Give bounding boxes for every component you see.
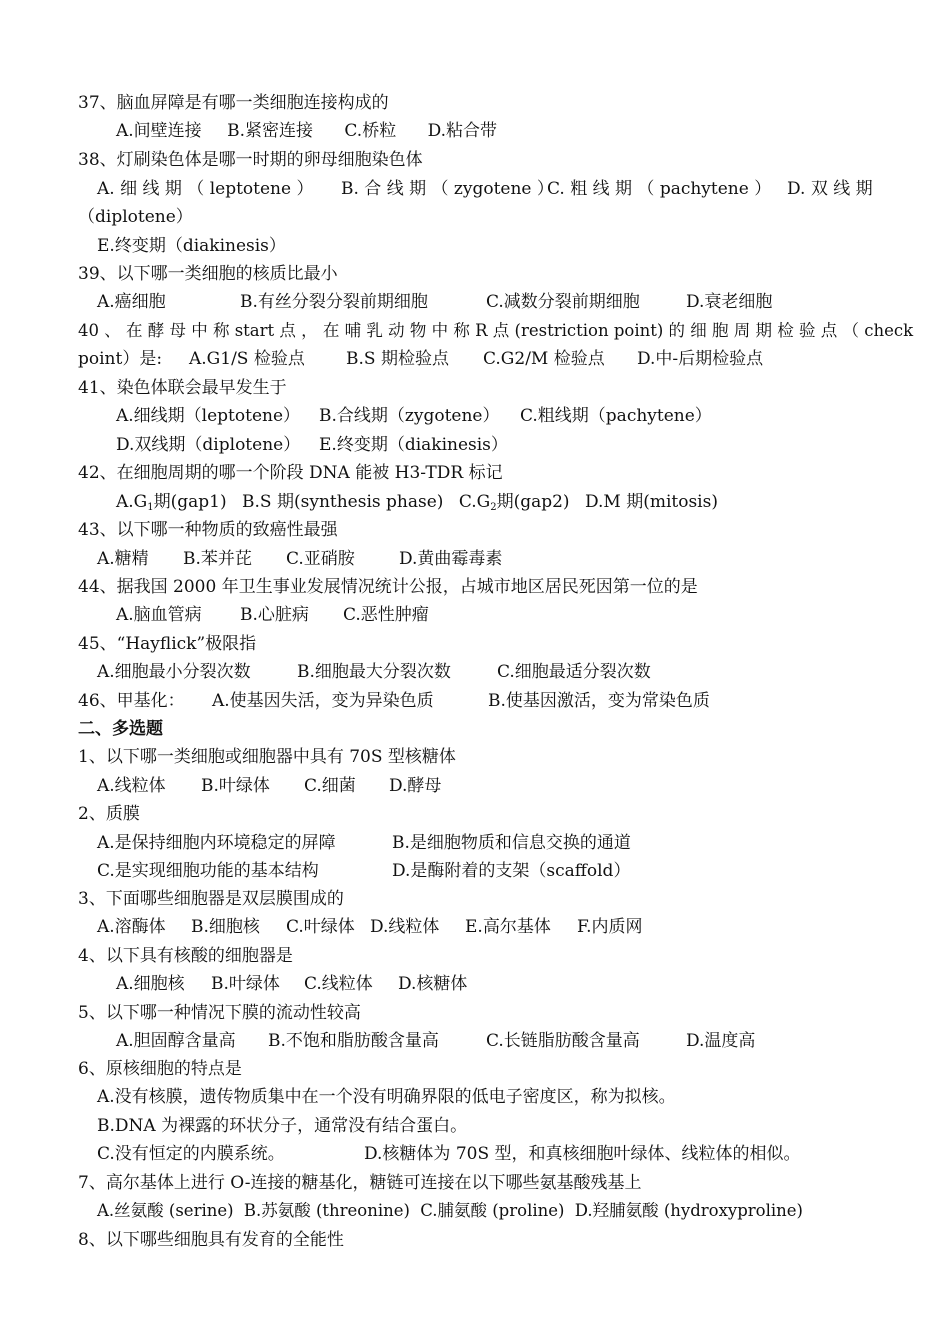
question-40-stem-line2 — [78, 347, 858, 371]
question-46 — [78, 689, 758, 713]
question-38-options-line1 — [97, 177, 873, 201]
option-e: E.高尔基体 — [465, 917, 551, 937]
option-b: B.细胞最大分裂次数 — [297, 662, 451, 682]
option-f: F.内质网 — [577, 917, 643, 937]
option-b: B.叶绿体 — [211, 974, 280, 994]
option-c: C.长链脂肪酸含量高 — [486, 1031, 640, 1051]
question-41-options-line2 — [116, 433, 536, 457]
option-c: C.桥粒 — [344, 121, 397, 141]
multi-question-7-stem: 7、高尔基体上进行 O-连接的糖基化，糖链可连接在以下哪些氨基酸残基上 — [78, 1173, 642, 1193]
option-b: B.苯并芘 — [183, 549, 252, 569]
question-41-stem: 41、染色体联会最早发生于 — [78, 378, 287, 398]
option-d: D.羟脯氨酸 (hydroxyproline) — [574, 1201, 803, 1220]
multi-question-4-stem: 4、以下具有核酸的细胞器是 — [78, 946, 293, 966]
option-a: A.细线期（leptotene） — [116, 406, 301, 426]
option-b: B.合线期（zygotene） — [319, 406, 500, 426]
multi-question-4-options — [116, 972, 496, 996]
multi-question-3-stem: 3、下面哪些细胞器是双层膜围成的 — [78, 889, 344, 909]
option-d: D.双线期（diplotene） — [116, 435, 301, 455]
option-d: D.线粒体 — [370, 917, 440, 937]
multi-question-2-options-line1 — [97, 831, 677, 855]
option-c: C. 粗 线 期 （ pachytene ） — [547, 179, 772, 199]
option-b: B.S 期检验点 — [346, 349, 449, 369]
option-d: D.酵母 — [389, 776, 442, 796]
multi-question-6-option-a: A.没有核膜，遗传物质集中在一个没有明确界限的低电子密度区，称为拟核。 — [97, 1087, 676, 1107]
question-37-options — [116, 119, 497, 143]
option-d: D.核糖体为 70S 型，和真核细胞叶绿体、线粒体的相似。 — [364, 1144, 801, 1164]
option-a: A.癌细胞 — [97, 292, 166, 312]
option-b: B.有丝分裂分裂前期细胞 — [240, 292, 428, 312]
question-46-stem: 46、甲基化： — [78, 691, 185, 711]
option-b: B.心脏病 — [240, 605, 309, 625]
section-heading-multiple-choice: 二、多选题 — [78, 719, 163, 739]
question-42-options — [116, 490, 718, 514]
option-d: D.温度高 — [686, 1031, 756, 1051]
multi-question-6-stem: 6、原核细胞的特点是 — [78, 1059, 242, 1079]
option-a: A.丝氨酸 (serine) — [97, 1201, 234, 1220]
question-42-stem: 42、在细胞周期的哪一个阶段 DNA 能被 H3-TDR 标记 — [78, 463, 503, 483]
option-c: C.减数分裂前期细胞 — [486, 292, 640, 312]
option-d: D.是酶附着的支架（scaffold） — [392, 861, 631, 881]
option-d: D.衰老细胞 — [686, 292, 773, 312]
multi-question-6-option-b: B.DNA 为裸露的环状分子，通常没有结合蛋白。 — [97, 1116, 468, 1136]
question-38-stem: 38、灯刷染色体是哪一时期的卵母细胞染色体 — [78, 150, 423, 170]
option-d: D.M 期(mitosis) — [584, 492, 718, 512]
option-c: $C.G_2$期(gap2) — [458, 492, 570, 513]
question-44-stem: 44、据我国 2000 年卫生事业发展情况统计公报，占城市地区居民死因第一位的是 — [78, 577, 698, 597]
question-37-stem: 37、脑血屏障是有哪一类细胞连接构成的 — [78, 93, 389, 113]
option-c: C.叶绿体 — [286, 917, 355, 937]
multi-question-6-options-line3 — [97, 1142, 837, 1166]
option-c: C.粗线期（pachytene） — [520, 406, 712, 426]
question-40-stem-line1: 40 、 在 酵 母 中 称 start 点 ， 在 哺 乳 动 物 中 称 R 点 (restriction point) 的 细 胞 周 期 检 验 点 （ check — [78, 321, 914, 340]
option-b: B. 合 线 期 （ zygotene ） — [341, 179, 554, 199]
option-c: C.细胞最适分裂次数 — [497, 662, 651, 682]
option-c: C.细菌 — [304, 776, 356, 796]
question-39-stem: 39、以下哪一类细胞的核质比最小 — [78, 264, 338, 284]
option-a: A.细胞最小分裂次数 — [97, 662, 251, 682]
option-a: A.细胞核 — [116, 974, 185, 994]
multi-question-2-stem: 2、质膜 — [78, 804, 140, 824]
option-c: C.亚硝胺 — [286, 549, 355, 569]
option-a: $A.G_1$期(gap1) — [116, 492, 227, 513]
question-40-prefix: point）是: — [78, 349, 163, 369]
question-43-stem: 43、以下哪一种物质的致癌性最强 — [78, 520, 338, 540]
option-d: D. 双 线 期 — [787, 179, 873, 199]
option-a: A.线粒体 — [97, 776, 166, 796]
multi-question-5-options — [116, 1029, 776, 1053]
question-41-options-line1 — [116, 404, 716, 428]
option-a: A.脑血管病 — [116, 605, 202, 625]
option-c: C.是实现细胞功能的基本结构 — [97, 861, 319, 881]
option-d: D.粘合带 — [427, 121, 498, 141]
option-b: B.S 期(synthesis phase) — [242, 492, 444, 512]
multi-question-1-options — [97, 774, 457, 798]
question-45-options — [97, 660, 677, 684]
option-d: D.中-后期检验点 — [637, 349, 764, 369]
option-b: B.苏氨酸 (threonine) — [243, 1201, 410, 1220]
option-a: A.溶酶体 — [97, 917, 166, 937]
option-b: B.不饱和脂肪酸含量高 — [268, 1031, 439, 1051]
question-43-options — [97, 547, 517, 571]
option-a: A. 细 线 期 （ leptotene ） — [97, 179, 314, 199]
option-b: B.细胞核 — [191, 917, 260, 937]
option-b: B.叶绿体 — [201, 776, 270, 796]
option-d: D.黄曲霉毒素 — [399, 549, 503, 569]
multi-question-3-options — [97, 915, 677, 939]
option-b: B.使基因激活，变为常染色质 — [488, 691, 710, 711]
option-c: C.G2/M 检验点 — [483, 349, 605, 369]
option-b: B.紧密连接 — [227, 121, 313, 141]
multi-question-5-stem: 5、以下哪一种情况下膜的流动性较高 — [78, 1003, 361, 1023]
option-a: A.糖精 — [97, 549, 149, 569]
option-c: C.没有恒定的内膜系统。 — [97, 1144, 285, 1164]
question-39-options — [97, 290, 857, 314]
question-44-options — [116, 603, 446, 627]
question-38-options-line2: （diplotene） — [78, 207, 193, 227]
option-a: A.胆固醇含量高 — [116, 1031, 236, 1051]
option-a: A.间壁连接 — [116, 121, 202, 141]
question-38-option-e: E.终变期（diakinesis） — [97, 236, 286, 256]
option-a: A.使基因失活，变为异染色质 — [212, 691, 434, 711]
option-c: C.恶性肿瘤 — [343, 605, 429, 625]
option-d: D.核糖体 — [398, 974, 468, 994]
multi-question-1-stem: 1、以下哪一类细胞或细胞器中具有 70S 型核糖体 — [78, 747, 456, 767]
option-a: A.是保持细胞内环境稳定的屏障 — [97, 833, 336, 853]
question-45-stem: 45、“Hayflick”极限指 — [78, 634, 257, 654]
option-b: B.是细胞物质和信息交换的通道 — [392, 833, 631, 853]
option-a: A.G1/S 检验点 — [189, 349, 305, 369]
option-c: C.线粒体 — [304, 974, 373, 994]
multi-question-7-options — [97, 1199, 803, 1223]
multi-question-2-options-line2 — [97, 859, 677, 883]
option-e: E.终变期（diakinesis） — [319, 435, 508, 455]
multi-question-8-stem: 8、以下哪些细胞具有发育的全能性 — [78, 1230, 344, 1250]
option-c: C.脯氨酸 (proline) — [420, 1201, 565, 1220]
